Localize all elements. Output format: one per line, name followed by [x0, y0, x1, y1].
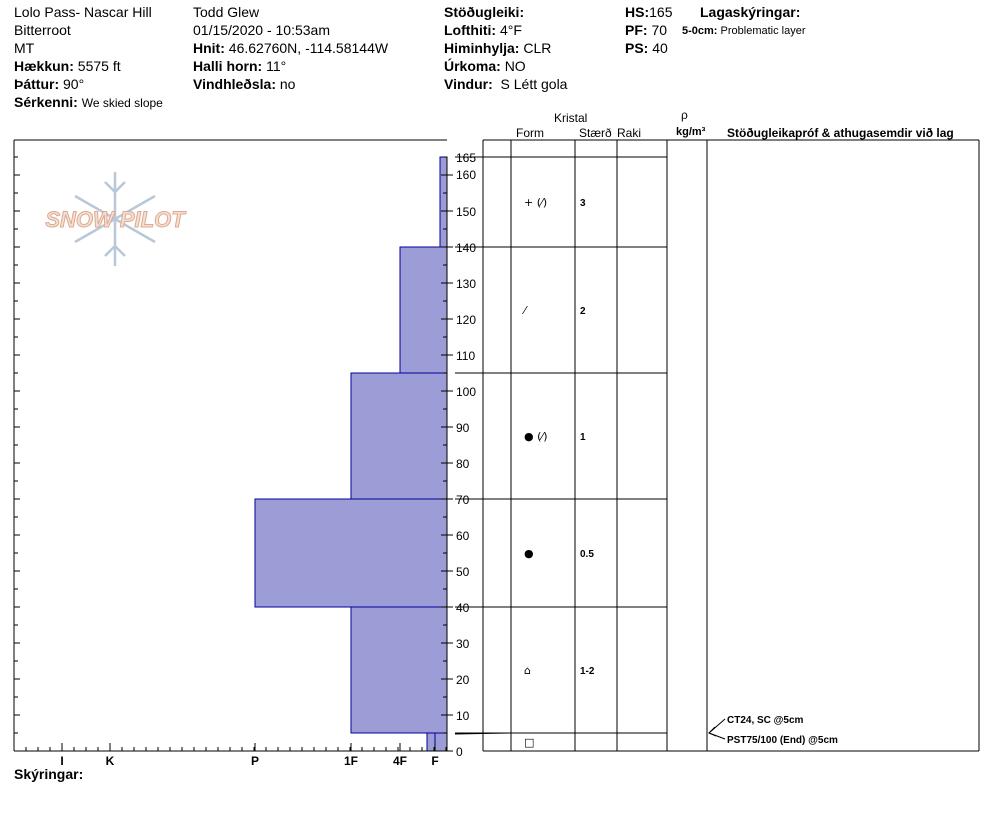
- x-tick-label-I: I: [60, 754, 64, 768]
- air-temp-label: Lofthiti:: [444, 22, 497, 38]
- logo-text: SNOW PILOT: [45, 207, 185, 232]
- x-tick-label-P: P: [250, 754, 260, 768]
- sky-value: CLR: [523, 40, 552, 56]
- depth-label-150: 150: [456, 205, 477, 219]
- layer-size-3: 0.5: [580, 549, 594, 560]
- depth-label-60: 60: [456, 529, 470, 543]
- depth-label-80: 80: [456, 457, 470, 471]
- layer-size-0: 3: [580, 198, 586, 209]
- elevation-value: 5575 ft: [77, 58, 121, 74]
- depth-label-100: 100: [456, 385, 477, 399]
- pf-label: PF:: [625, 22, 648, 38]
- layer-form-3: ●: [524, 547, 534, 560]
- density-unit: kg/m³: [676, 126, 706, 138]
- depth-label-0: 0: [456, 745, 463, 759]
- legend-label: Skýringar:: [14, 766, 84, 782]
- aspect-label: Þáttur:: [14, 76, 60, 92]
- x-tick-label-F: F: [431, 754, 439, 768]
- depth-label-20: 20: [456, 673, 470, 687]
- pf-value: 70: [651, 22, 668, 38]
- depth-label-40: 40: [456, 601, 470, 615]
- layer-size-2: 1: [580, 432, 586, 443]
- density-symbol: ρ: [681, 108, 688, 122]
- size-header: Stærð: [579, 126, 612, 140]
- tests-header: Stöðugleikapróf & athugasemdir við lag: [727, 126, 954, 140]
- x-tick-label-4F: 4F: [392, 754, 408, 768]
- test-result-0: CT24, SC @5cm: [727, 715, 804, 726]
- depth-label-140: 140: [456, 241, 477, 255]
- hs-value: 165: [649, 4, 673, 20]
- moisture-header: Raki: [617, 126, 642, 140]
- precip-label: Úrkoma:: [444, 58, 501, 74]
- wind-label: Vindur:: [444, 76, 493, 92]
- sky-label: Himinhylja:: [444, 40, 520, 56]
- depth-label-165: 165: [456, 151, 477, 165]
- hardness-bar-2: [255, 499, 447, 607]
- mountain-range: Bitterroot: [14, 22, 71, 38]
- elevation-label: Hækkun:: [14, 58, 74, 74]
- snowpilot-logo: [45, 172, 186, 266]
- crystal-header: Kristal: [554, 111, 588, 125]
- hardness-bar-3: [351, 373, 447, 499]
- layer-form-4: ⌂: [524, 664, 531, 677]
- location-name: Lolo Pass- Nascar Hill: [14, 4, 152, 20]
- layer-form-5: □: [524, 736, 535, 749]
- observer-name: Todd Glew: [193, 4, 260, 20]
- layer-size-4: 1-2: [580, 666, 595, 677]
- hardness-bar-4: [400, 247, 447, 373]
- test-result-1: PST75/100 (End) @5cm: [727, 735, 838, 746]
- wind-loading-label: Vindhleðsla:: [193, 76, 276, 92]
- depth-label-90: 90: [456, 421, 470, 435]
- layer-note-text: Problematic layer: [720, 25, 806, 37]
- wind-value: S Létt gola: [500, 76, 568, 92]
- ps-label: PS:: [625, 40, 649, 56]
- depth-label-70: 70: [456, 493, 470, 507]
- air-temp-value: 4°F: [499, 22, 522, 38]
- form-header: Form: [516, 126, 544, 140]
- hardness-bar-0: [427, 733, 447, 751]
- slope-label: Halli horn:: [193, 58, 263, 74]
- features-label: Sérkenni:: [14, 94, 78, 110]
- observation-datetime: 01/15/2020 - 10:53am: [193, 22, 330, 38]
- coords-label: Hnit:: [193, 40, 225, 56]
- depth-label-50: 50: [456, 565, 470, 579]
- layer-note-depth: 5-0cm:: [682, 25, 718, 37]
- depth-label-30: 30: [456, 637, 470, 651]
- depth-label-160: 160: [456, 168, 477, 182]
- depth-label-110: 110: [456, 349, 476, 363]
- precip-value: NO: [504, 58, 526, 74]
- stability-label: Stöðugleiki:: [444, 4, 525, 20]
- aspect-value: 90°: [63, 76, 85, 92]
- hs-label: HS:: [625, 4, 650, 20]
- features-value: We skied slope: [81, 96, 163, 110]
- layer-form-2: ● (⁄): [524, 430, 548, 443]
- layer-form-0: + (⁄): [524, 196, 548, 209]
- hardness-bar-5: [440, 157, 447, 247]
- coords-value: 46.62760N, -114.58144W: [228, 40, 389, 56]
- hardness-bar-1: [351, 607, 447, 733]
- x-tick-label-K: K: [105, 754, 115, 768]
- depth-label-10: 10: [456, 709, 470, 723]
- wind-loading-value: no: [279, 76, 296, 92]
- x-tick-label-1F: 1F: [343, 754, 359, 768]
- state: MT: [14, 40, 35, 56]
- slope-value: 11°: [266, 58, 287, 74]
- layer-size-1: 2: [580, 306, 586, 317]
- layer-form-1: ⁄: [524, 304, 526, 317]
- layer-notes-title: Lagaskýringar:: [700, 4, 801, 20]
- ps-value: 40: [652, 40, 668, 56]
- depth-label-120: 120: [456, 313, 477, 327]
- depth-label-130: 130: [456, 277, 477, 291]
